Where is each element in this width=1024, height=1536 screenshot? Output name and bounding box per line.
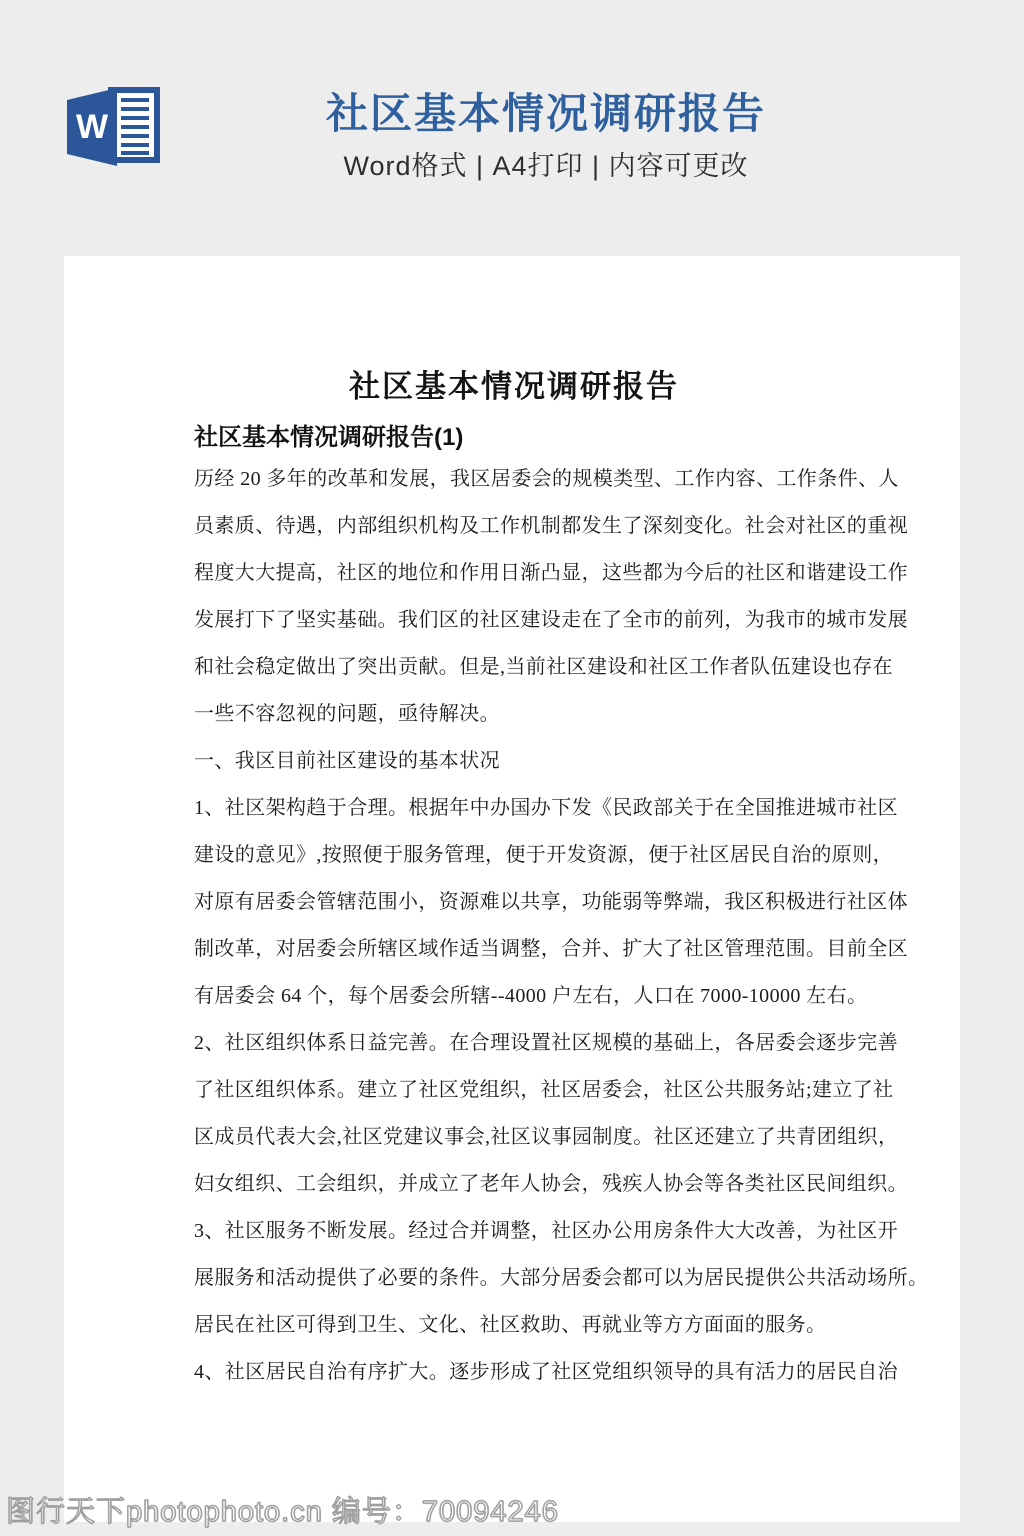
document-text-line: 和社会稳定做出了突出贡献。但是,当前社区建设和社区工作者队伍建设也存在 bbox=[194, 656, 893, 678]
document-text-line: 展服务和活动提供了必要的条件。大部分居委会都可以为居民提供公共活动场所。 bbox=[194, 1267, 929, 1289]
header bbox=[168, 90, 924, 182]
watermark-text: 图行天下photophoto.cn 编号：70094246 bbox=[6, 1496, 559, 1528]
document-text-line: 3、社区服务不断发展。经过合并调整，社区办公用房条件大大改善，为社区开 bbox=[194, 1220, 898, 1242]
document-page bbox=[64, 256, 960, 1522]
document-text-line: 历经 20 多年的改革和发展，我区居委会的规模类型、工作内容、工作条件、人 bbox=[194, 468, 899, 490]
word-logo-icon bbox=[64, 84, 162, 170]
word-icon-letter: W bbox=[75, 108, 109, 146]
template-title: 社区基本情况调研报告 bbox=[325, 90, 766, 137]
document-text-line: 妇女组织、工会组织，并成立了老年人协会，残疾人协会等各类社区民间组织。 bbox=[194, 1173, 908, 1195]
document-text-line: 了社区组织体系。建立了社区党组织，社区居委会，社区公共服务站;建立了社 bbox=[194, 1079, 894, 1101]
document-text-line: 居民在社区可得到卫生、文化、社区救助、再就业等方方面面的服务。 bbox=[194, 1314, 827, 1336]
document-text-line: 制改革，对居委会所辖区域作适当调整，合并、扩大了社区管理范围。目前全区 bbox=[194, 938, 908, 960]
document-text-line: 程度大大提高，社区的地位和作用日渐凸显，这些都为今后的社区和谐建设工作 bbox=[194, 562, 908, 584]
document-heading: 社区基本情况调研报告(1) bbox=[194, 424, 464, 451]
document-text-line: 一、我区目前社区建设的基本状况 bbox=[194, 750, 500, 772]
document-text-line: 有居委会 64 个，每个居委会所辖--4000 户左右，人口在 7000-10000 左右。 bbox=[194, 985, 868, 1007]
document-text-line: 发展打下了坚实基础。我们区的社区建设走在了全市的前列，为我市的城市发展 bbox=[194, 609, 908, 631]
document-text-line: 区成员代表大会,社区党建议事会,社区议事园制度。社区还建立了共青团组织， bbox=[194, 1126, 899, 1148]
document-title: 社区基本情况调研报告 bbox=[349, 369, 679, 404]
document-text-line: 4、社区居民自治有序扩大。逐步形成了社区党组织领导的具有活力的居民自治 bbox=[194, 1361, 898, 1383]
document-text-line: 一些不容忽视的问题，亟待解决。 bbox=[194, 703, 500, 725]
document-text-line: 对原有居委会管辖范围小，资源难以共享，功能弱等弊端，我区积极进行社区体 bbox=[194, 891, 908, 913]
template-format-info: Word格式 | A4打印 | 内容可更改 bbox=[343, 151, 749, 181]
document-body bbox=[194, 456, 929, 1396]
document-text-line: 员素质、待遇，内部组织机构及工作机制都发生了深刻变化。社会对社区的重视 bbox=[194, 515, 908, 537]
document-text-line: 建设的意见》,按照便于服务管理，便于开发资源，便于社区居民自治的原则， bbox=[194, 844, 893, 866]
document-text-line: 2、社区组织体系日益完善。在合理设置社区规模的基础上，各居委会逐步完善 bbox=[194, 1032, 898, 1054]
document-text-line: 1、社区架构趋于合理。根据年中办国办下发《民政部关于在全国推进城市社区 bbox=[194, 797, 898, 819]
